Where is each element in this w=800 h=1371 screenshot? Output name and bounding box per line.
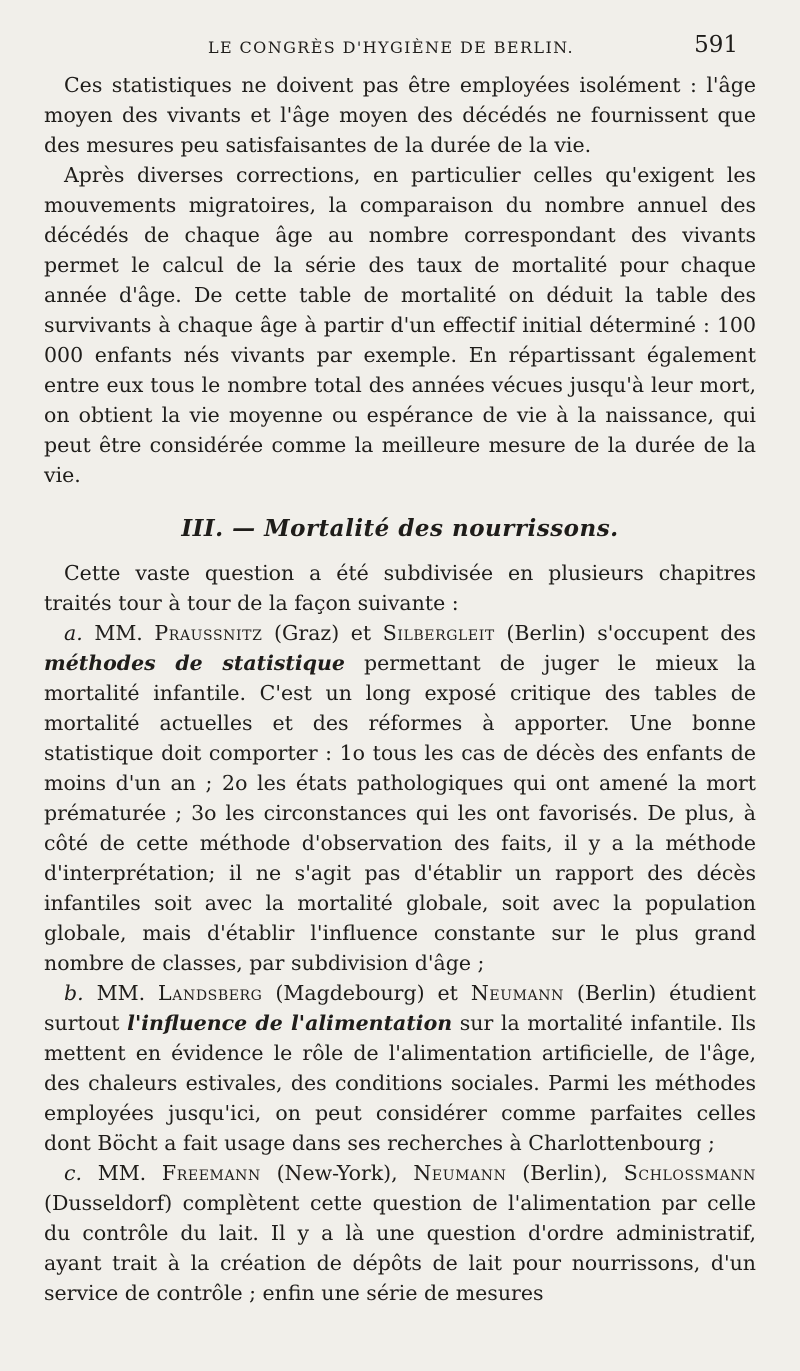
section-title: Mortalité des nourrissons. [264, 515, 619, 542]
item-letter: b. [64, 981, 84, 1005]
list-item-a [44, 618, 756, 978]
author-name: Landsberg [158, 981, 263, 1005]
section-dash: — [232, 515, 256, 542]
page-body [44, 70, 756, 1308]
section-heading [44, 514, 756, 544]
page-header [44, 32, 738, 66]
author-name: Silbergleit [382, 621, 495, 645]
running-head: LE CONGRÈS D'HYGIÈNE DE BERLIN. [207, 38, 575, 57]
author-name: Praussnitz [154, 621, 263, 645]
item-emphasis: méthodes de statistique [44, 651, 345, 675]
author-name: Freemann [161, 1161, 261, 1185]
item-text: (Berlin) s'occupent des [506, 621, 756, 645]
item-letter: a. [64, 621, 83, 645]
author-place: (Graz) et [274, 621, 372, 645]
paragraph-statistics: Ces statistiques ne doivent pas être employées isolément : l'âge moyen des vivants et l'âge moyen des décédés ne fournissent que des mesures peu satisfaisantes de la durée de la vie. [44, 73, 756, 157]
item-mm: MM. [96, 981, 146, 1005]
author-name: Neumann [470, 981, 564, 1005]
paragraph-mortality-table: Après diverses corrections, en particulier celles qu'exigent les mouvements migratoires, la comparaison du nombre annuel des décédés de chaque âge au nombre correspondant des vivants permet le calcul de la série des taux de mortalité pour chaque année d'âge. De cette table de mortalité on déduit la table des survivants à chaque âge à partir d'un effectif initial déterminé : 100 000 enfants nés vivants par exemple. En répartissant également entre eux tous le nombre total des années vécues jusqu'à leur mort, on obtient la vie moyenne ou espérance de vie à la naissance, qui peut être considérée comme la meilleure mesure de la durée de la vie. [44, 163, 756, 487]
item-emphasis: l'influence de l'alimentation [127, 1011, 453, 1035]
author-place: (Magdebourg) et [275, 981, 458, 1005]
author-place: (Berlin), [522, 1161, 609, 1185]
author-name: Neumann [413, 1161, 507, 1185]
author-name: Schlossmann [623, 1161, 756, 1185]
item-text: permettant de juger le mieux la mortalité infantile. C'est un long exposé critique des tables de mortalité actuelles et des réformes à apporter. Une bonne statistique doit comporter : 1o tous les cas de décès des enfants de moins d'un an ; 2o les états pathologiques qui ont amené la mort prématurée ; 3o les circonstances qui les ont favorisés. De plus, à côté de cette méthode d'observation des faits, il y a la méthode d'interprétation; il ne s'agit pas d'établir un rapport des décès infantiles soit avec la mortalité globale, soit avec la population globale, mais d'établir l'influence constante sur le plus grand nombre de classes, par subdivision d'âge ; [44, 651, 756, 975]
list-item-b [44, 978, 756, 1158]
item-text: (Berlin) étudient surtout [44, 981, 756, 1035]
item-letter: c. [64, 1161, 82, 1185]
item-mm: MM. [97, 1161, 147, 1185]
page-number: 591 [694, 32, 738, 58]
item-mm: MM. [94, 621, 143, 645]
author-place: (New-York), [276, 1161, 398, 1185]
list-item-c [44, 1158, 756, 1308]
section-number: III. [181, 515, 224, 542]
paragraph-intro: Cette vaste question a été subdivisée en plusieurs chapitres traités tour à tour de la façon suivante : [44, 561, 756, 615]
item-text: sur la mortalité infantile. Ils mettent en évidence le rôle de l'alimentation artificielle, de l'âge, des chaleurs estivales, des conditions sociales. Parmi les méthodes employées jusqu'ici, on peut considérer comme parfaites celles dont Böcht a fait usage dans ses recherches à Charlottenbourg ; [44, 1011, 756, 1155]
item-text: (Dusseldorf) complètent cette question de l'alimentation par celle du contrôle du lait. Il y a là une question d'ordre administratif, ayant trait à la création de dépôts de lait pour nourrissons, d'un service de contrôle ; enfin une série de mesures [44, 1191, 756, 1305]
